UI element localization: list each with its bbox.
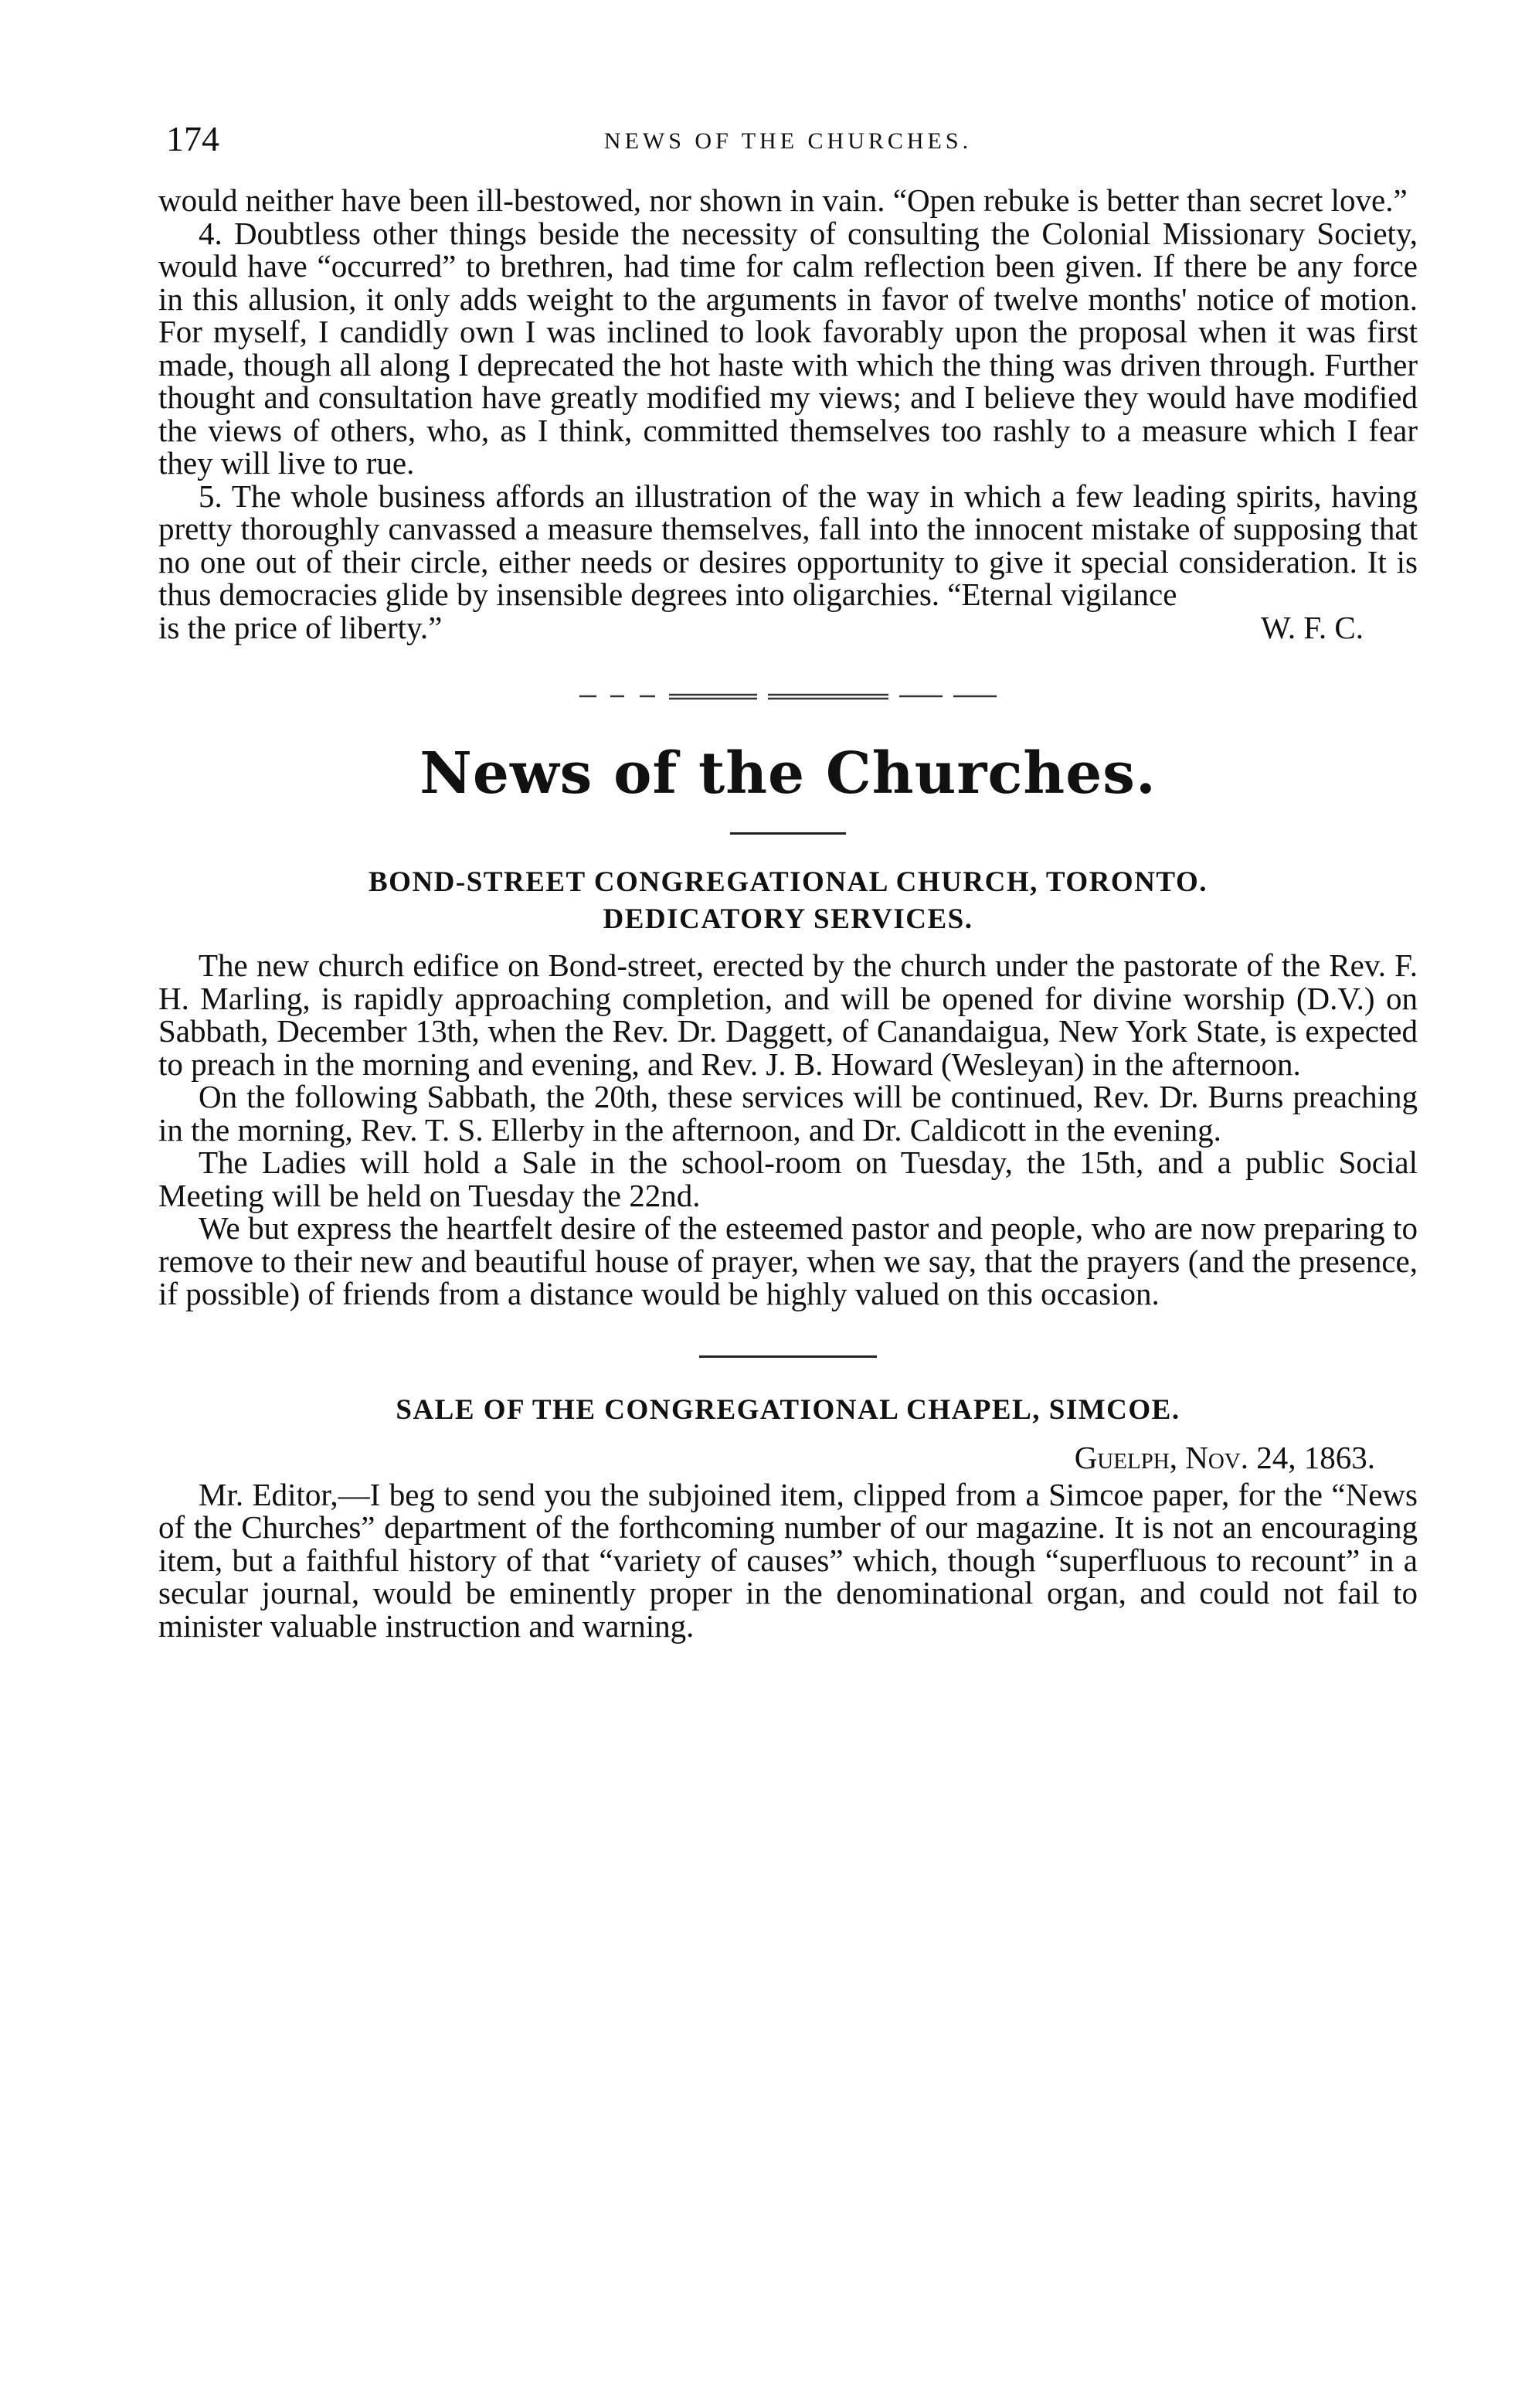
letter-continuation: [158, 184, 1418, 644]
letter-dateline: Guelph, Nov. 24, 1863.: [1074, 1439, 1375, 1475]
article-simcoe: [158, 1392, 1418, 1643]
section-rule: [730, 832, 846, 835]
article-title: SALE OF THE CONGREGATIONAL CHAPEL, SIMCOE.: [396, 1393, 1180, 1426]
article-title: BOND-STREET CONGREGATIONAL CHURCH, TORONTO.: [369, 866, 1208, 898]
letter-closing: is the price of liberty.”: [158, 609, 443, 645]
article-paragraph-2: On the following Sabbath, the 20th, these services will be continued, Rev. Dr. Burns preaching in the morning, Rev. T. S. Ellerby in the afternoon, and Dr. Caldicott in the evening.: [158, 1079, 1418, 1148]
section-title: News of the Churches.: [420, 740, 1157, 807]
running-head: [158, 116, 1418, 170]
page: [158, 116, 1418, 1642]
article-paragraph-1: The new church edifice on Bond-street, erected by the church under the pastorate of the Rev. F. H. Marling, is rapidly approaching completion, and will be opened for divine worship (D.V.) on Sabbath, December 13th, when the Rev. Dr. Daggett, of Canandaigua, New York State, is expected to preach in the morning and evening, and Rev. J. B. Howard (Wesleyan) in the afternoon.: [158, 947, 1418, 1082]
ornamental-divider: [579, 689, 997, 704]
running-title: NEWS OF THE CHURCHES.: [603, 128, 973, 154]
letter-signoff: [158, 611, 1418, 645]
letter-paragraph-1: would neither have been ill-bestowed, nor shown in vain. “Open rebuke is better than secret love.”: [158, 182, 1408, 218]
letter-paragraph-3: 5. The whole business affords an illustration of the way in which a few leading spirits, having pretty thoroughly canvassed a measure themselves, fall into the innocent mistake of supposing that no one out of their circle, either needs or desires opportunity to give it special consideration. It is thus democracies glide by insensible degrees into oligarchies. “Eternal vigilance: [158, 478, 1418, 612]
page-number: 174: [166, 119, 219, 158]
article-paragraph-4: We but express the heartfelt desire of the esteemed pastor and people, who are now preparing to remove to their new and beautiful house of prayer, when we say, that the prayers (and the presence, if possible) of friends from a distance would be highly valued on this occasion.: [158, 1210, 1418, 1311]
article-paragraph-1: Mr. Editor,—I beg to send you the subjoined item, clipped from a Simcoe paper, for the “News of the Churches” department of the forthcoming number of our magazine. It is not an encouraging item, but a faithful history of that “variety of causes” which, though “superfluous to recount” in a secular journal, would be eminently proper in the denominational organ, and could not fail to minister valuable instruction and warning.: [158, 1476, 1418, 1644]
article-bond-street: [158, 864, 1418, 1311]
letter-paragraph-2: 4. Doubtless other things beside the necessity of consulting the Colonial Missionary Society, would have “occurred” to brethren, had time for calm reflection been given. If there be any force in this allusion, it only adds weight to the arguments in favor of twelve months' notice of motion. For myself, I candidly own I was inclined to look favorably upon the proposal when it was first made, though all along I deprecated the hot haste with which the thing was driven through. Further thought and consultation have greatly modified my views; and I believe they would have modified the views of others, who, as I think, committed themselves too rashly to a measure which I fear they will live to rue.: [158, 215, 1418, 481]
article-paragraph-3: The Ladies will hold a Sale in the school-room on Tuesday, the 15th, and a public Social Meeting will be held on Tuesday the 22nd.: [158, 1144, 1418, 1213]
article-separator-rule: [699, 1355, 877, 1358]
letter-signature: W. F. C.: [1260, 609, 1364, 645]
article-subtitle: DEDICATORY SERVICES.: [603, 903, 973, 935]
